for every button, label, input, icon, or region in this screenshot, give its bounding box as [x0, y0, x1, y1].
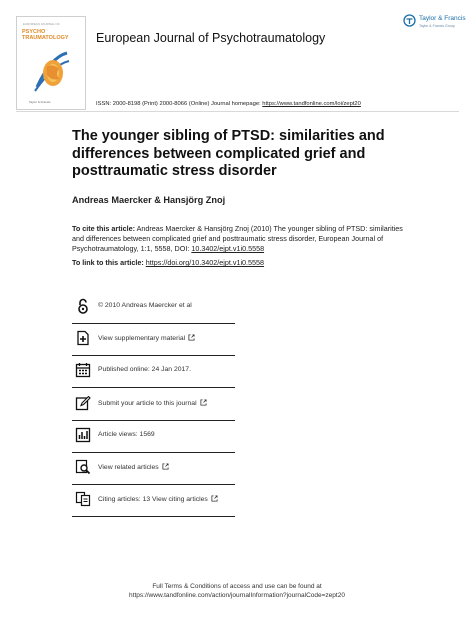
issn-text: ISSN: 2000-8198 (Print) 2000-8066 (Online) Journal homepage:: [96, 101, 263, 107]
cover-title-line1: PSYCHO: [22, 29, 46, 35]
open-access-icon: [75, 298, 91, 314]
footer: [0, 582, 474, 600]
item-divider: [72, 323, 235, 324]
copyright-label: © 2010 Andreas Maercker et al: [98, 302, 192, 309]
item-divider: [72, 484, 235, 485]
journal-title[interactable]: European Journal of Psychotraumatology: [96, 31, 326, 45]
citation: [72, 224, 408, 254]
external-link-icon: [162, 463, 169, 470]
add-document-icon: [75, 330, 91, 346]
cover-artwork-icon: [31, 47, 71, 97]
article-authors: Andreas Maercker & Hansjörg Znoj: [72, 195, 226, 205]
edit-icon: [75, 395, 91, 411]
magnifier-icon: [75, 459, 91, 475]
link-label: To link to this article:: [72, 258, 146, 267]
published-online-label: Published online: 24 Jan 2017.: [98, 366, 191, 373]
supplementary-text: View supplementary material: [98, 335, 186, 342]
submit-label: [98, 399, 207, 407]
supplementary-material-link[interactable]: [72, 329, 235, 351]
article-views-item: [72, 426, 235, 448]
item-divider: [72, 516, 235, 517]
published-online-item: [72, 361, 235, 383]
citation-label: To cite this article:: [72, 224, 135, 233]
publisher-logo[interactable]: [403, 14, 466, 34]
header-divider: [16, 111, 459, 112]
external-link-icon: [188, 334, 195, 341]
publisher-name: Taylor & Francis: [419, 15, 466, 22]
cover-title: [22, 29, 82, 41]
calendar-icon: [75, 362, 91, 378]
journal-cover: [16, 16, 86, 110]
item-divider: [72, 355, 235, 356]
submit-article-link[interactable]: [72, 394, 235, 416]
citing-label: [98, 495, 218, 503]
publisher-sub: Taylor & Francis Group: [419, 24, 455, 28]
item-divider: [72, 387, 235, 388]
article-views-label: Article views: 1569: [98, 431, 155, 438]
copyright-item: [72, 297, 235, 319]
cover-publisher-logo: Taylor & Francis: [29, 100, 51, 104]
related-text: View related articles: [98, 464, 159, 471]
citing-articles-link[interactable]: [72, 490, 235, 512]
article-doi-link[interactable]: https://doi.org/10.3402/ejpt.v1i0.5558: [145, 258, 265, 267]
bar-chart-icon: [75, 427, 91, 443]
cover-title-line2: TRAUMATOLOGY: [22, 35, 69, 41]
related-label: [98, 463, 169, 471]
item-divider: [72, 452, 235, 453]
supplementary-label: [98, 334, 195, 342]
cover-top-text: EUROPEAN JOURNAL OF: [23, 22, 60, 26]
footer-line1: Full Terms & Conditions of access and use can be found at: [152, 583, 322, 590]
footer-terms-link[interactable]: https://www.tandfonline.com/action/journalInformation?journalCode=zept20: [129, 592, 345, 599]
journal-homepage-link[interactable]: https://www.tandfonline.com/loi/zept20: [262, 101, 361, 107]
citing-articles-icon: [75, 491, 91, 507]
article-link: [72, 258, 264, 267]
citation-doi-link[interactable]: 10.3402/ejpt.v1i0.5558: [191, 244, 265, 253]
related-articles-link[interactable]: [72, 458, 235, 480]
publisher-logo-icon: [403, 14, 416, 27]
citing-text: Citing articles: 13 View citing articles: [98, 496, 208, 503]
submit-text: Submit your article to this journal: [98, 400, 197, 407]
article-title: The younger sibling of PTSD: similarities and differences between complicated grief and posttraumatic stress disorder: [72, 128, 385, 179]
issn-line: [96, 101, 361, 107]
item-divider: [72, 420, 235, 421]
external-link-icon: [200, 399, 207, 406]
citation-text: Andreas Maercker & Hansjörg Znoj (2010) The younger sibling of PTSD: similarities and differences between complicated grief and posttraumatic stress disorder, European Journal of Psychotraumatology, 1:1, 5558, DOI:: [72, 224, 403, 253]
external-link-icon: [211, 495, 218, 502]
